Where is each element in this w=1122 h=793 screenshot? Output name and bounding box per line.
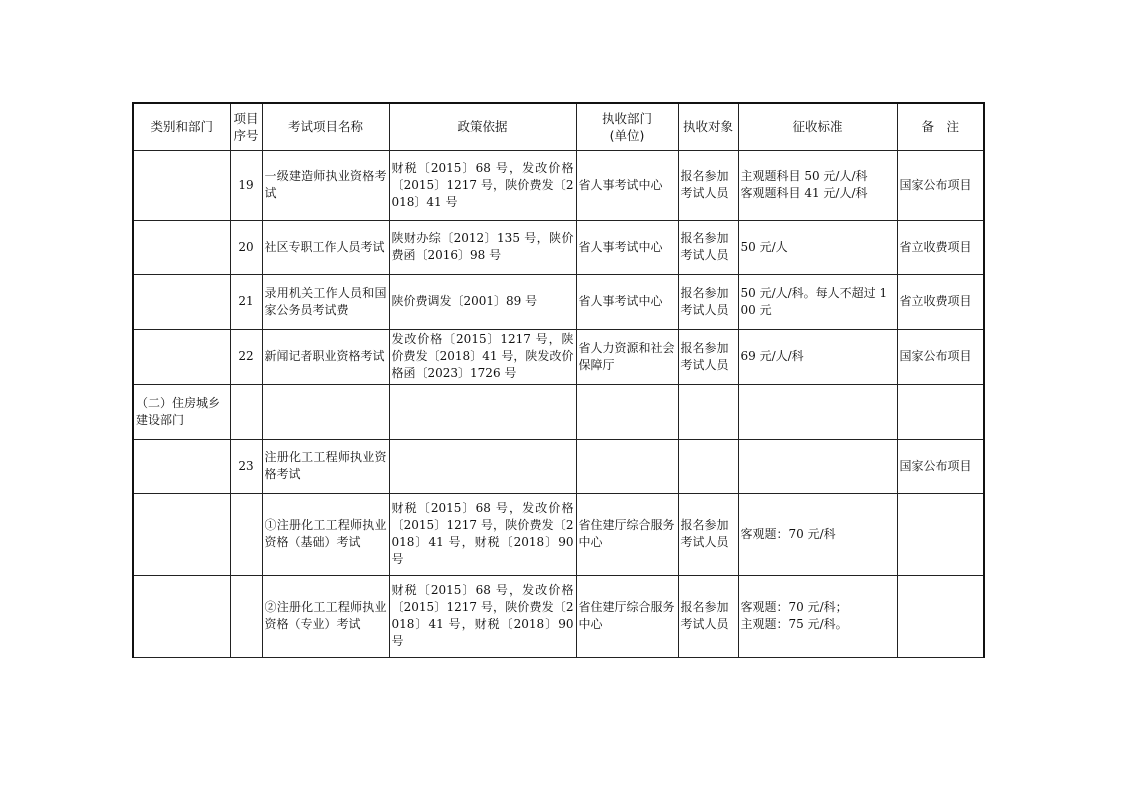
cell-seq — [230, 493, 262, 575]
cell-standard: 主观题科目 50 元/人/科 客观题科目 41 元/人/科 — [738, 150, 897, 220]
cell-target: 报名参加考试人员 — [678, 274, 738, 329]
table-row — [133, 220, 984, 274]
table-row — [133, 384, 984, 439]
cell-standard: 50 元/人/科。每人不超过 100 元 — [738, 274, 897, 329]
cell-remark — [897, 384, 984, 439]
cell-category — [133, 150, 230, 220]
cell-name: 一级建造师执业资格考试 — [262, 150, 389, 220]
cell-seq — [230, 384, 262, 439]
cell-category — [133, 274, 230, 329]
cell-dept — [576, 384, 678, 439]
cell-name — [262, 384, 389, 439]
cell-dept: 省住建厅综合服务中心 — [576, 575, 678, 657]
cell-dept: 省人事考试中心 — [576, 274, 678, 329]
cell-seq — [230, 575, 262, 657]
cell-seq: 20 — [230, 220, 262, 274]
cell-standard: 客观题：70 元/科 — [738, 493, 897, 575]
header-standard: 征收标准 — [738, 103, 897, 150]
cell-remark: 国家公布项目 — [897, 329, 984, 384]
cell-dept: 省人事考试中心 — [576, 150, 678, 220]
cell-name: ①注册化工工程师执业资格（基础）考试 — [262, 493, 389, 575]
cell-dept: 省人力资源和社会保障厅 — [576, 329, 678, 384]
header-dept: 执收部门 (单位) — [576, 103, 678, 150]
fee-table — [132, 102, 985, 658]
cell-dept — [576, 439, 678, 493]
cell-target: 报名参加考试人员 — [678, 329, 738, 384]
cell-remark — [897, 493, 984, 575]
cell-seq: 19 — [230, 150, 262, 220]
table-row — [133, 575, 984, 657]
cell-basis: 财税〔2015〕68 号，发改价格〔2015〕1217 号，陕价费发〔2018〕41 号，财税〔2018〕90 号 — [389, 493, 576, 575]
cell-seq: 23 — [230, 439, 262, 493]
cell-standard: 50 元/人 — [738, 220, 897, 274]
cell-remark: 国家公布项目 — [897, 150, 984, 220]
header-basis: 政策依据 — [389, 103, 576, 150]
cell-target — [678, 439, 738, 493]
cell-standard — [738, 439, 897, 493]
cell-remark: 国家公布项目 — [897, 439, 984, 493]
header-name: 考试项目名称 — [262, 103, 389, 150]
cell-remark: 省立收费项目 — [897, 274, 984, 329]
cell-category — [133, 329, 230, 384]
cell-category — [133, 439, 230, 493]
cell-category — [133, 575, 230, 657]
cell-standard: 客观题：70 元/科； 主观题：75 元/科。 — [738, 575, 897, 657]
header-category: 类别和部门 — [133, 103, 230, 150]
cell-name: 注册化工工程师执业资格考试 — [262, 439, 389, 493]
header-remark: 备 注 — [897, 103, 984, 150]
cell-category: （二）住房城乡建设部门 — [133, 384, 230, 439]
cell-target: 报名参加考试人员 — [678, 575, 738, 657]
cell-basis: 发改价格〔2015〕1217 号，陕价费发〔2018〕41 号，陕发改价格函〔2023〕1726 号 — [389, 329, 576, 384]
cell-target: 报名参加考试人员 — [678, 150, 738, 220]
cell-dept: 省人事考试中心 — [576, 220, 678, 274]
cell-category — [133, 493, 230, 575]
cell-remark: 省立收费项目 — [897, 220, 984, 274]
cell-target: 报名参加考试人员 — [678, 220, 738, 274]
cell-name: ②注册化工工程师执业资格（专业）考试 — [262, 575, 389, 657]
cell-dept: 省住建厅综合服务中心 — [576, 493, 678, 575]
cell-basis: 财税〔2015〕68 号，发改价格〔2015〕1217 号，陕价费发〔2018〕41 号，财税〔2018〕90 号 — [389, 575, 576, 657]
header-seq: 项目 序号 — [230, 103, 262, 150]
cell-target: 报名参加考试人员 — [678, 493, 738, 575]
table-row — [133, 439, 984, 493]
cell-basis: 陕财办综〔2012〕135 号，陕价费函〔2016〕98 号 — [389, 220, 576, 274]
cell-seq: 22 — [230, 329, 262, 384]
table-row — [133, 150, 984, 220]
cell-basis — [389, 439, 576, 493]
header-target: 执收对象 — [678, 103, 738, 150]
table-row — [133, 274, 984, 329]
cell-standard: 69 元/人/科 — [738, 329, 897, 384]
cell-standard — [738, 384, 897, 439]
cell-basis — [389, 384, 576, 439]
cell-basis: 财税〔2015〕68 号，发改价格〔2015〕1217 号，陕价费发〔2018〕41 号 — [389, 150, 576, 220]
cell-remark — [897, 575, 984, 657]
cell-basis: 陕价费调发〔2001〕89 号 — [389, 274, 576, 329]
cell-name: 新闻记者职业资格考试 — [262, 329, 389, 384]
table-row — [133, 329, 984, 384]
table-header-row — [133, 103, 984, 150]
cell-category — [133, 220, 230, 274]
table-row — [133, 493, 984, 575]
cell-target — [678, 384, 738, 439]
cell-name: 社区专职工作人员考试 — [262, 220, 389, 274]
cell-seq: 21 — [230, 274, 262, 329]
cell-name: 录用机关工作人员和国家公务员考试费 — [262, 274, 389, 329]
